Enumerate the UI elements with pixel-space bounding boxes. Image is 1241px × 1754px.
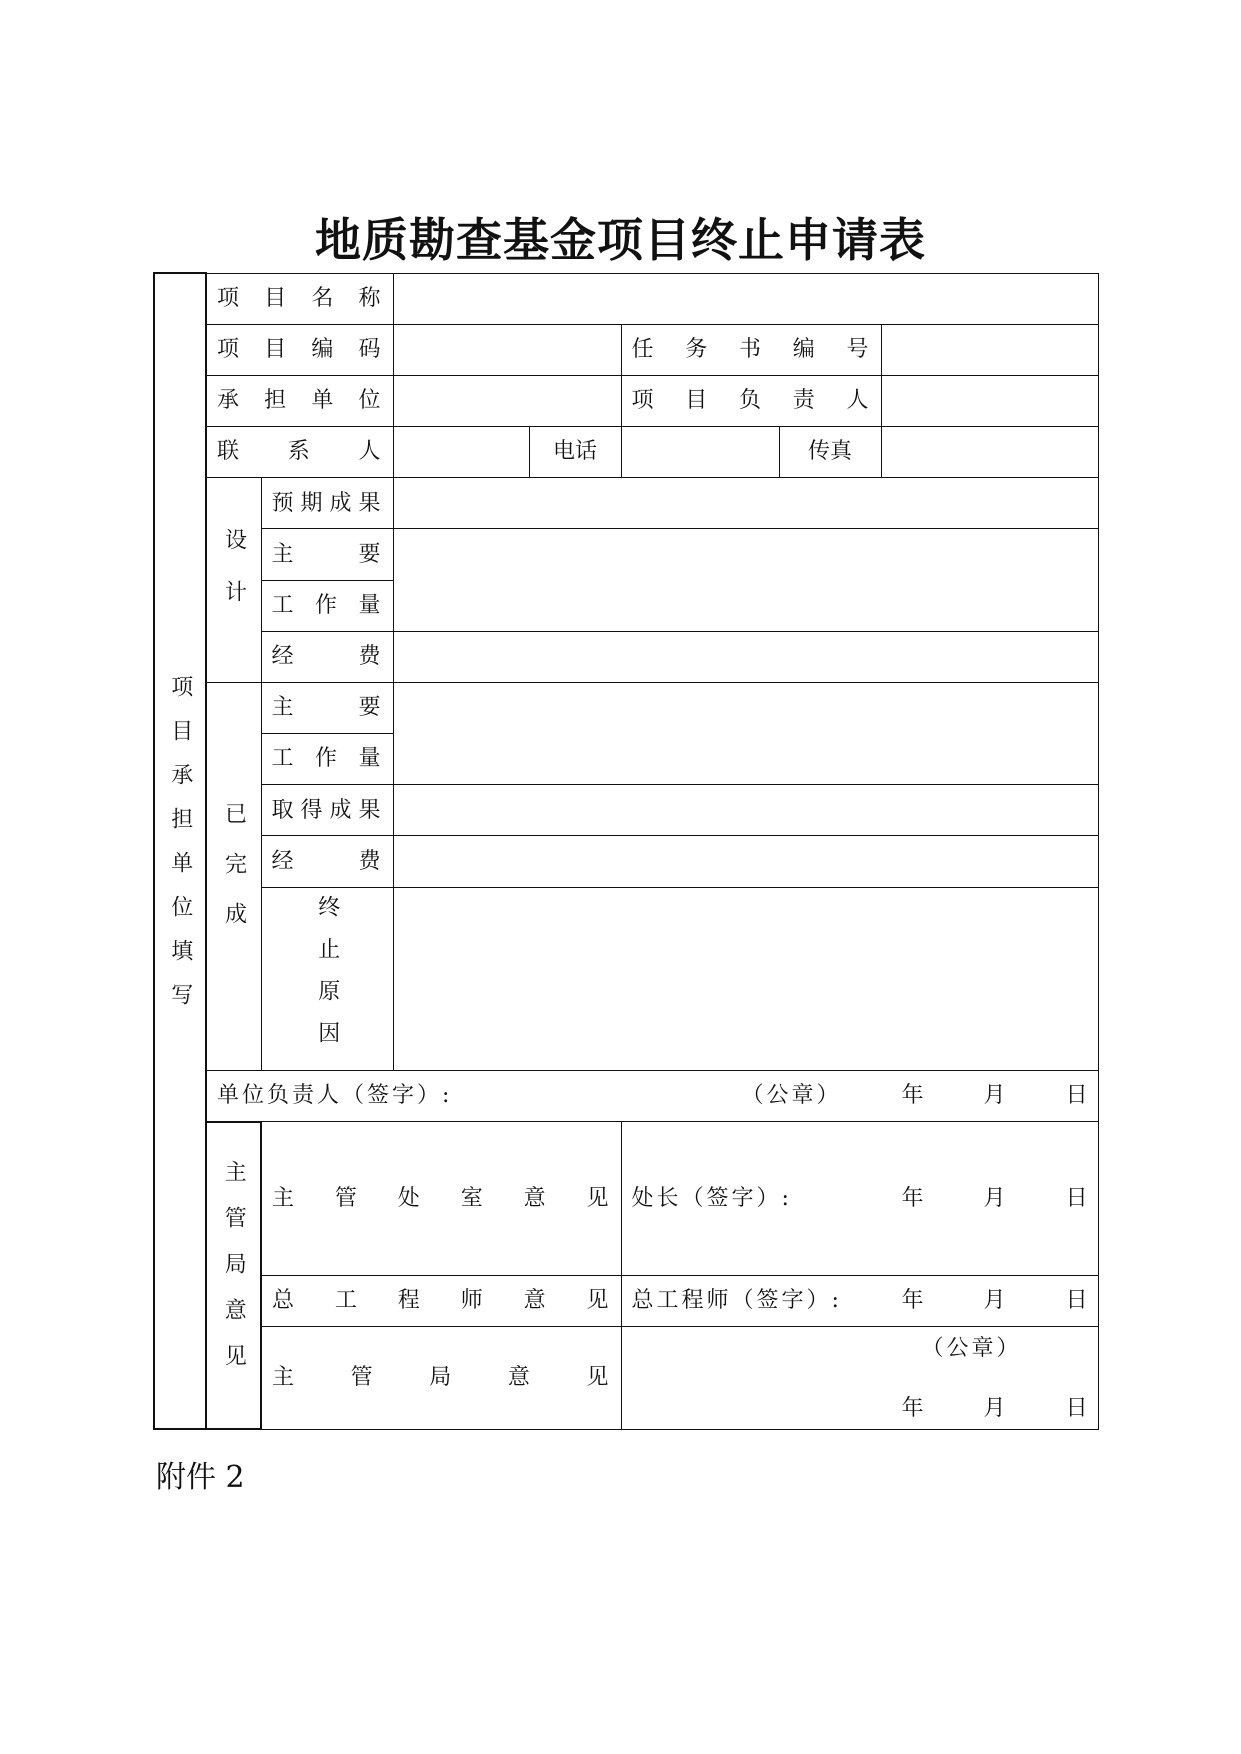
engineer-month: 月	[983, 1288, 1006, 1314]
label-bureau-opinion: 主管局意见	[261, 1327, 621, 1429]
field-dept-opinion[interactable]	[621, 1122, 1098, 1276]
field-bureau-opinion[interactable]	[621, 1327, 1098, 1429]
bureau-year: 年	[901, 1396, 924, 1422]
field-project-code[interactable]	[393, 324, 621, 375]
dept-day: 日	[1065, 1185, 1088, 1211]
unit-sign-year: 年	[901, 1083, 924, 1109]
field-phone[interactable]	[621, 427, 779, 478]
label-fax: 传真	[779, 427, 881, 478]
label-project-name: 项 目 名 称	[206, 273, 393, 324]
label-completed-workload-2: 工 作 量	[261, 734, 393, 785]
field-project-leader[interactable]	[881, 375, 1098, 426]
label-engineer-opinion: 总工程师意见	[261, 1275, 621, 1326]
unit-seal: （公章）	[741, 1083, 842, 1109]
dept-sign-label: 处长（签字）:	[631, 1185, 792, 1211]
label-completed-results: 取得成果	[261, 785, 393, 836]
field-completed-funding[interactable]	[393, 836, 1098, 887]
field-completed-workload[interactable]	[393, 682, 1098, 784]
label-phone: 电话	[529, 427, 621, 478]
label-contact: 联 系 人	[206, 427, 393, 478]
label-task-book-no: 任务书编号	[621, 324, 881, 375]
engineer-day: 日	[1065, 1288, 1088, 1314]
field-fax[interactable]	[881, 427, 1098, 478]
unit-sign-label: 单位负责人（签字）:	[217, 1083, 453, 1109]
engineer-sign-label: 总工程师（签字）:	[631, 1288, 842, 1314]
field-engineer-opinion[interactable]	[621, 1275, 1098, 1326]
engineer-year: 年	[901, 1288, 924, 1314]
field-project-name[interactable]	[393, 273, 1098, 324]
unit-sign-row	[206, 1071, 1098, 1122]
label-undertaking-unit: 承 担 单 位	[206, 375, 393, 426]
group-label-completed: 已完成	[206, 682, 261, 1070]
field-termination-reason[interactable]	[393, 887, 1098, 1071]
dept-year: 年	[901, 1185, 924, 1211]
label-termination-reason: 终止原因	[261, 887, 393, 1071]
group-label-unit-fill: 项目承担单位填写	[154, 273, 206, 1429]
label-project-code: 项 目 编 码	[206, 324, 393, 375]
form-title: 地质勘查基金项目终止申请表	[315, 213, 926, 267]
field-expected-results[interactable]	[393, 478, 1098, 529]
field-design-funding[interactable]	[393, 631, 1098, 682]
label-expected-results: 预期成果	[261, 478, 393, 529]
label-design-workload-2: 工 作 量	[261, 580, 393, 631]
label-completed-workload-1: 主 要	[261, 682, 393, 733]
group-label-bureau-opinion: 主管局意见	[206, 1122, 261, 1429]
bureau-day: 日	[1065, 1396, 1088, 1422]
label-design-funding: 经 费	[261, 631, 393, 682]
bureau-seal: （公章）	[921, 1335, 1022, 1361]
label-dept-opinion: 主管处室意见	[261, 1122, 621, 1276]
label-completed-funding: 经 费	[261, 836, 393, 887]
label-design-workload-1: 主 要	[261, 529, 393, 580]
termination-application-form	[153, 272, 1099, 1430]
unit-sign-day: 日	[1065, 1083, 1088, 1109]
field-design-workload[interactable]	[393, 529, 1098, 631]
group-label-design: 设计	[206, 478, 261, 683]
label-project-leader: 项目负责人	[621, 375, 881, 426]
dept-month: 月	[983, 1185, 1006, 1211]
attachment-label: 附件 2	[156, 1460, 245, 1495]
field-undertaking-unit[interactable]	[393, 375, 621, 426]
bureau-month: 月	[983, 1396, 1006, 1422]
unit-sign-month: 月	[983, 1083, 1006, 1109]
field-task-book-no[interactable]	[881, 324, 1098, 375]
field-completed-results[interactable]	[393, 785, 1098, 836]
field-contact[interactable]	[393, 427, 529, 478]
